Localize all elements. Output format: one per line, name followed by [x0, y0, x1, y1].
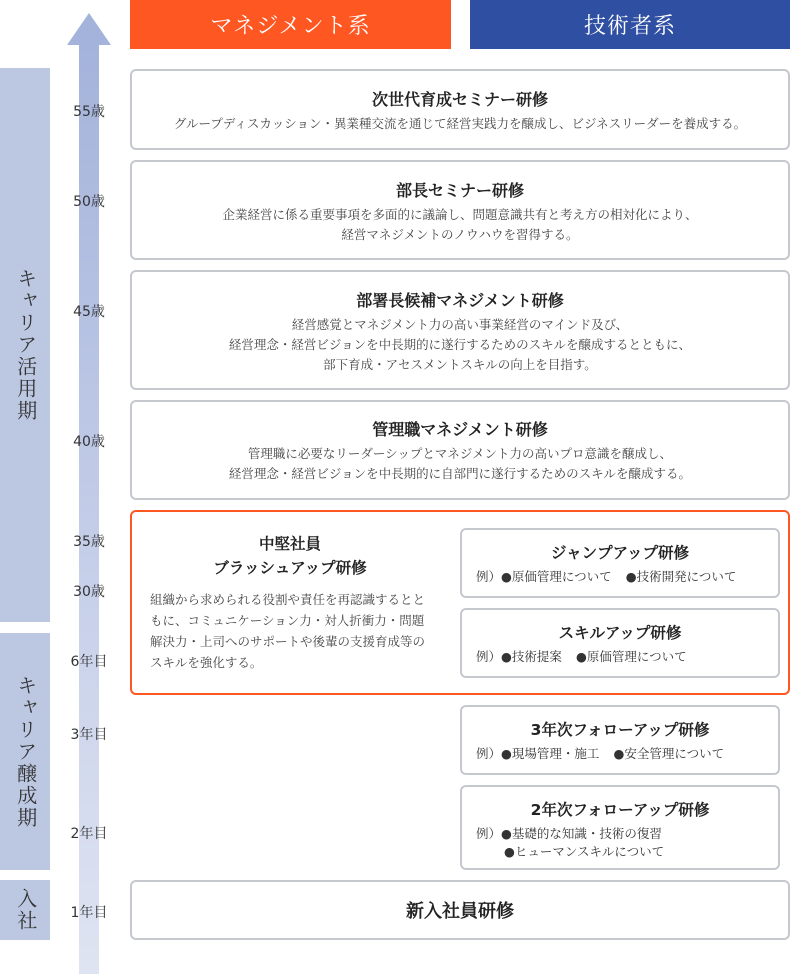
- training-desc: 経営感覚とマネジメント力の高い事業経営のマインド及び、 経営理念・経営ビジョンを中長期的に遂行するためのスキルを醸成するとともに、 部下育成・アセスメントスキルの向上を目指す。: [228, 317, 692, 372]
- training-second-year-followup: [460, 785, 780, 870]
- training-title: 部長セミナー研修: [395, 181, 524, 200]
- header-technical: 技術者系: [470, 0, 790, 49]
- age-label: 55歳: [73, 104, 105, 120]
- training-desc: 管理職に必要なリーダーシップとマネジメント力の高いプロ意識を醸成し、 経営理念・経営ビジョンを中長期的に自部門に遂行するためのスキルを醸成する。: [228, 446, 692, 481]
- age-label: 2年目: [70, 826, 108, 842]
- training-title: 新入社員研修: [406, 901, 514, 922]
- training-next-gen-seminar: [130, 69, 790, 150]
- age-label: 1年目: [70, 905, 108, 921]
- phase-joining: 入社: [0, 880, 50, 940]
- training-title: 部署長候補マネジメント研修: [356, 291, 564, 310]
- age-label: 3年目: [70, 727, 108, 743]
- age-label: 35歳: [73, 534, 105, 550]
- training-title: ジャンプアップ研修: [550, 544, 690, 562]
- midlevel-desc: 組織から求められる役割や責任を再認識するとと もに、コミュニケーション力・対人折衝力・問題 解決力・上司へのサポートや後輩の支援育成等の スキルを強化する。: [150, 592, 426, 670]
- training-third-year-followup: [460, 705, 780, 775]
- training-manager-seminar: [130, 160, 790, 260]
- phase-career-development: キャリア醸成期: [0, 633, 50, 870]
- header-management: マネジメント系: [130, 0, 451, 49]
- age-label: 40歳: [73, 434, 105, 450]
- training-examples: 例）●技術提案 ●原価管理について: [476, 649, 687, 664]
- age-label: 45歳: [73, 304, 105, 320]
- training-title: 次世代育成セミナー研修: [371, 90, 548, 109]
- training-title: 2年次フォローアップ研修: [530, 801, 710, 819]
- midlevel-title: 中堅社員 ブラッシュアップ研修: [213, 535, 367, 577]
- training-jumpup: [460, 528, 780, 598]
- training-title: 3年次フォローアップ研修: [530, 721, 710, 739]
- age-label: 6年目: [70, 654, 108, 670]
- training-examples: 例）●原価管理について ●技術開発について: [476, 569, 737, 584]
- up-arrow-icon: [67, 13, 111, 45]
- training-skillup: [460, 608, 780, 678]
- training-title: 管理職マネジメント研修: [372, 420, 548, 439]
- age-label: 30歳: [73, 584, 105, 600]
- training-desc: 企業経営に係る重要事項を多面的に議論し、問題意識共有と考え方の相対化により、 経営マネジメントのノウハウを習得する。: [222, 207, 698, 242]
- age-label: 50歳: [73, 194, 105, 210]
- training-examples: 例）●基礎的な知識・技術の復習 ●ヒューマンスキルについて: [476, 826, 665, 859]
- training-title: スキルアップ研修: [558, 624, 682, 642]
- training-new-employee: [130, 880, 790, 940]
- training-candidate-management: [130, 270, 790, 390]
- training-management: [130, 400, 790, 500]
- training-examples: 例）●現場管理・施工 ●安全管理について: [476, 746, 725, 761]
- training-desc: グループディスカッション・異業種交流を通じて経営実践力を醸成し、ビジネスリーダーを養成する。: [173, 116, 747, 131]
- phase-career-utilization: キャリア活用期: [0, 68, 50, 622]
